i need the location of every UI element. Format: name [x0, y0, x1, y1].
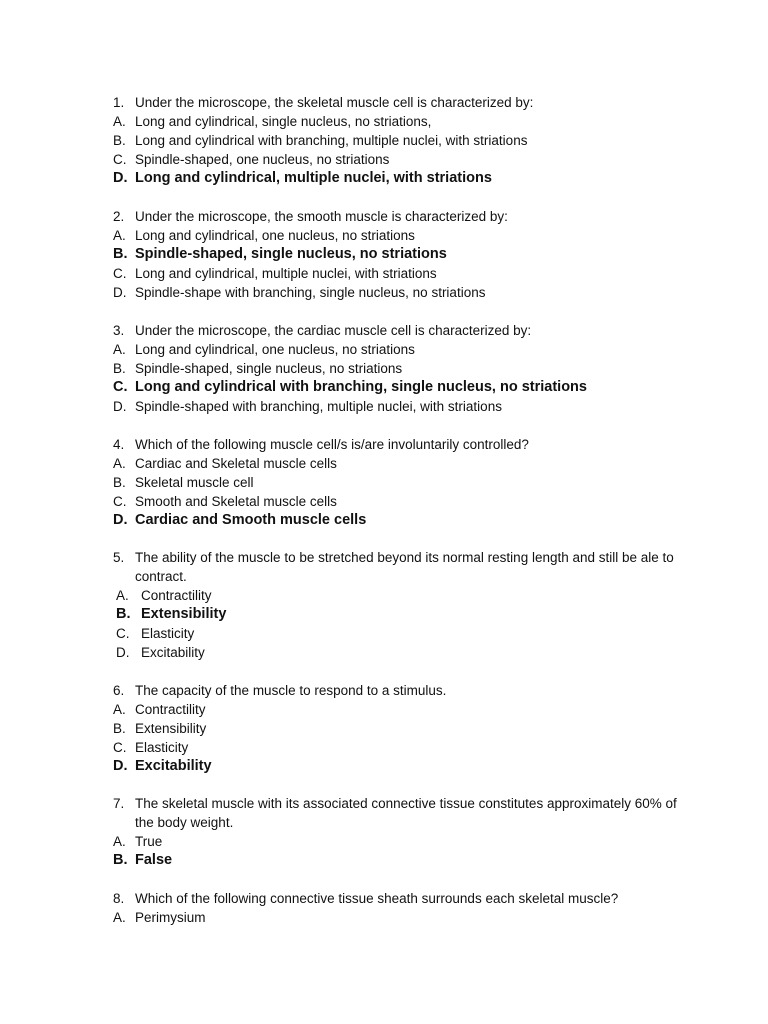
option-a — [113, 908, 693, 927]
question-1 — [113, 93, 693, 188]
option-letter: A. — [116, 588, 129, 603]
option-letter: B. — [113, 475, 126, 490]
question-6 — [113, 681, 693, 776]
option-text: Long and cylindrical, single nucleus, no striations, — [135, 114, 432, 129]
option-letter: A. — [113, 702, 126, 717]
question-7 — [113, 794, 693, 870]
option-text: Long and cylindrical, one nucleus, no striations — [135, 342, 415, 357]
option-d — [113, 643, 693, 662]
option-d-correct-answer — [113, 511, 693, 530]
option-text: Cardiac and Skeletal muscle cells — [135, 456, 337, 471]
option-text: Long and cylindrical, one nucleus, no striations — [135, 228, 415, 243]
option-letter: B. — [113, 852, 128, 868]
option-c-correct-answer — [113, 378, 693, 397]
option-c — [113, 264, 693, 283]
question-text: Which of the following muscle cell/s is/are involuntarily controlled? — [135, 437, 529, 452]
question-stem — [113, 435, 693, 454]
option-letter: C. — [113, 266, 127, 281]
option-d — [113, 283, 693, 302]
question-number: 6. — [113, 683, 125, 698]
option-text: Elasticity — [141, 626, 195, 641]
option-letter: B. — [116, 606, 131, 622]
question-5 — [113, 548, 693, 662]
option-text: Long and cylindrical, multiple nuclei, with striations — [135, 170, 492, 186]
option-letter: A. — [113, 114, 126, 129]
option-c — [113, 150, 693, 169]
question-2 — [113, 207, 693, 302]
question-stem — [113, 321, 693, 340]
option-letter: B. — [113, 721, 126, 736]
question-text: Which of the following connective tissue sheath surrounds each skeletal muscle? — [135, 891, 619, 906]
option-b — [113, 359, 693, 378]
question-number: 5. — [113, 550, 125, 565]
question-text: Under the microscope, the smooth muscle is characterized by: — [135, 209, 508, 224]
option-a — [113, 832, 693, 851]
question-number: 4. — [113, 437, 125, 452]
question-text: The skeletal muscle with its associated connective tissue constitutes approximately 60% of the body weight. — [135, 796, 677, 830]
question-stem — [113, 794, 693, 832]
option-text: Contractility — [141, 588, 212, 603]
option-letter: B. — [113, 133, 126, 148]
option-text: Long and cylindrical with branching, single nucleus, no striations — [135, 379, 587, 395]
option-text: Long and cylindrical with branching, multiple nuclei, with striations — [135, 133, 528, 148]
question-text: The capacity of the muscle to respond to a stimulus. — [135, 683, 447, 698]
option-b-correct-answer — [113, 851, 693, 870]
option-text: Spindle-shaped, single nucleus, no striations — [135, 246, 447, 262]
option-letter: A. — [113, 228, 126, 243]
option-c — [113, 624, 693, 643]
option-letter: D. — [113, 758, 128, 774]
option-text: Contractility — [135, 702, 206, 717]
question-number: 3. — [113, 323, 125, 338]
option-letter: D. — [113, 512, 128, 528]
option-text: Cardiac and Smooth muscle cells — [135, 512, 367, 528]
option-text: Smooth and Skeletal muscle cells — [135, 494, 337, 509]
question-stem — [113, 889, 693, 908]
option-text: Spindle-shaped with branching, multiple nuclei, with striations — [135, 399, 502, 414]
option-letter: C. — [113, 740, 127, 755]
option-letter: A. — [113, 910, 126, 925]
option-text: Spindle-shape with branching, single nucleus, no striations — [135, 285, 486, 300]
option-text: Excitability — [141, 645, 205, 660]
option-a — [113, 454, 693, 473]
option-text: Extensibility — [141, 606, 227, 622]
option-b-correct-answer — [113, 245, 693, 264]
option-b — [113, 719, 693, 738]
question-3 — [113, 321, 693, 416]
option-text: False — [135, 852, 173, 868]
option-text: Excitability — [135, 758, 212, 774]
question-stem — [113, 207, 693, 226]
option-text: True — [135, 834, 163, 849]
option-letter: D. — [113, 399, 127, 414]
question-number: 2. — [113, 209, 125, 224]
question-text: Under the microscope, the skeletal muscle cell is characterized by: — [135, 95, 534, 110]
option-b — [113, 131, 693, 150]
option-c — [113, 492, 693, 511]
option-letter: D. — [113, 285, 127, 300]
option-letter: A. — [113, 834, 126, 849]
option-b-correct-answer — [113, 605, 693, 624]
question-number: 1. — [113, 95, 125, 110]
question-text: The ability of the muscle to be stretched beyond its normal resting length and still be ale to contract. — [135, 550, 674, 584]
question-stem — [113, 93, 693, 112]
option-text: Perimysium — [135, 910, 206, 925]
option-d — [113, 397, 693, 416]
option-letter: C. — [113, 379, 128, 395]
option-text: Long and cylindrical, multiple nuclei, with striations — [135, 266, 437, 281]
option-letter: D. — [113, 170, 128, 186]
option-letter: A. — [113, 456, 126, 471]
option-a — [113, 340, 693, 359]
question-stem — [113, 681, 693, 700]
option-letter: C. — [113, 152, 127, 167]
option-text: Skeletal muscle cell — [135, 475, 254, 490]
option-b — [113, 473, 693, 492]
option-text: Spindle-shaped, single nucleus, no striations — [135, 361, 403, 376]
option-d-correct-answer — [113, 757, 693, 776]
option-a — [113, 700, 693, 719]
option-letter: B. — [113, 246, 128, 262]
question-text: Under the microscope, the cardiac muscle cell is characterized by: — [135, 323, 532, 338]
option-text: Extensibility — [135, 721, 207, 736]
option-letter: D. — [116, 645, 130, 660]
option-letter: C. — [113, 494, 127, 509]
option-letter: C. — [116, 626, 130, 641]
option-letter: A. — [113, 342, 126, 357]
question-number: 8. — [113, 891, 125, 906]
question-stem — [113, 548, 693, 586]
option-a — [113, 112, 693, 131]
option-d-correct-answer — [113, 169, 693, 188]
question-8 — [113, 889, 693, 927]
option-a — [113, 586, 693, 605]
question-number: 7. — [113, 796, 125, 811]
option-c — [113, 738, 693, 757]
option-a — [113, 226, 693, 245]
option-text: Spindle-shaped, one nucleus, no striations — [135, 152, 390, 167]
question-4 — [113, 435, 693, 530]
option-letter: B. — [113, 361, 126, 376]
option-text: Elasticity — [135, 740, 189, 755]
